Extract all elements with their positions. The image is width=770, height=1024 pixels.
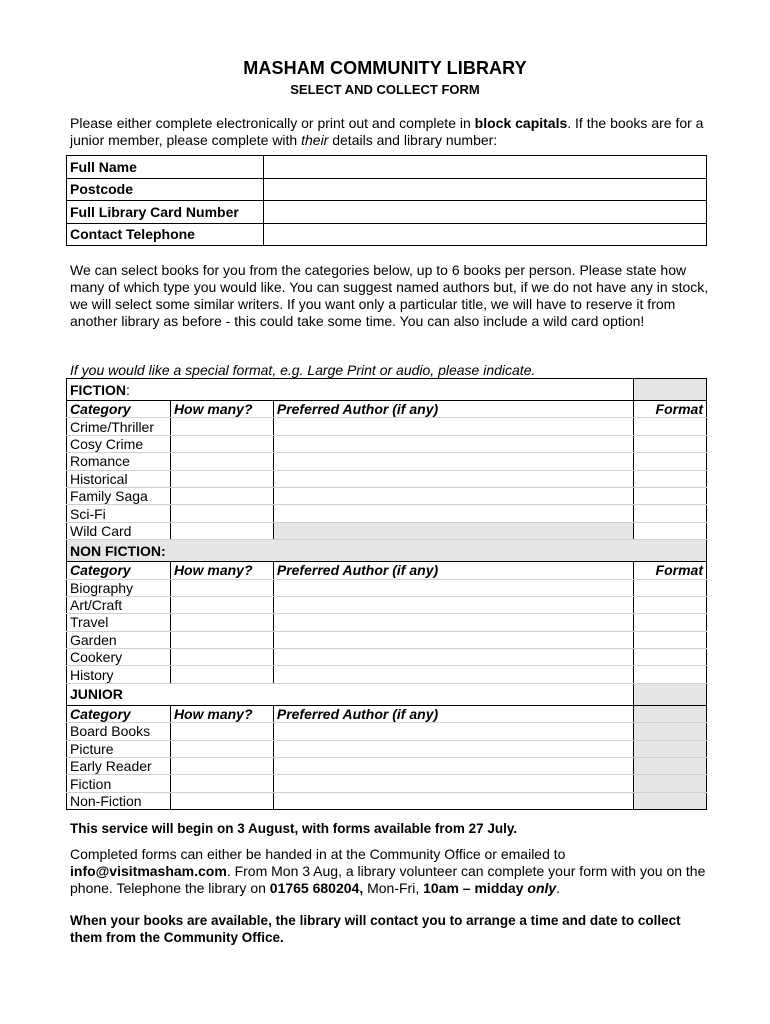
fiction-author-field[interactable] [273,487,633,504]
page-title: MASHAM COMMUNITY LIBRARY [243,58,527,78]
member-details-table [66,155,707,246]
fiction-author-field[interactable] [273,522,633,539]
fiction-format-field[interactable] [634,522,707,539]
fiction-format-field[interactable] [634,505,707,522]
non-fiction-category-row [67,614,707,631]
member-row [67,223,707,246]
junior-author-field[interactable] [273,775,633,792]
format-header: Format [634,401,707,418]
non-fiction-how-many-field[interactable] [170,614,273,631]
page-subtitle: SELECT AND COLLECT FORM [290,82,480,97]
intro-text: . If the books are for a junior member, please complete with [70,115,704,148]
fiction-category-label: Crime/Thriller [67,418,171,435]
non-fiction-format-field[interactable] [634,579,707,596]
fiction-format-field[interactable] [634,453,707,470]
fiction-format-field[interactable] [634,418,707,435]
junior-how-many-field[interactable] [170,758,273,775]
non-fiction-category-row [67,579,707,596]
fiction-how-many-field[interactable] [170,453,273,470]
non-fiction-author-field[interactable] [273,614,633,631]
how-many-header: How many? [170,562,273,579]
junior-format-field [634,758,707,775]
completed-forms-paragraph [70,846,710,897]
fiction-author-field[interactable] [273,505,633,522]
non-fiction-section-heading [67,540,707,562]
fiction-category-row [67,435,707,452]
non-fiction-category-row [67,596,707,613]
column-header-row [67,705,707,722]
email-link[interactable]: info@visitmasham.com [70,863,227,879]
non-fiction-author-field[interactable] [273,666,633,683]
fiction-heading [67,379,634,401]
completed-text: . [556,880,561,896]
junior-how-many-field[interactable] [170,723,273,740]
format-header [634,705,707,722]
column-header-row [67,562,707,579]
fiction-heading-suffix: : [126,381,130,398]
fiction-author-field[interactable] [273,418,633,435]
non-fiction-category-label: Travel [67,614,171,631]
junior-section-heading [67,683,707,705]
junior-format-field [634,740,707,757]
junior-format-field [634,792,707,809]
fiction-category-row [67,470,707,487]
full-name-label: Full Name [67,156,264,179]
non-fiction-category-label: Biography [67,579,171,596]
library-card-field[interactable] [264,201,707,224]
fiction-category-label: Historical [67,470,171,487]
junior-format-field [634,723,707,740]
selection-info: We can select books for you from the categories below, up to 6 books per person. Please state how many of which type you would like. You can suggest named authors but, if we do not have any in stock, we will select some similar writers. If you want only a particular title, we will have to reserve it from another library as before - this could take some time. You can also include a wild card option! [70,262,709,329]
completed-text: Mon-Fri, [363,880,424,896]
junior-author-field[interactable] [273,740,633,757]
non-fiction-format-field[interactable] [634,631,707,648]
category-header: Category [67,401,171,418]
column-header-row [67,401,707,418]
fiction-category-label: Wild Card [67,522,171,539]
fiction-how-many-field[interactable] [170,470,273,487]
fiction-heading-text: FICTION [70,381,126,398]
postcode-label: Postcode [67,178,264,201]
non-fiction-format-field[interactable] [634,649,707,666]
non-fiction-author-field[interactable] [273,649,633,666]
postcode-field[interactable] [264,178,707,201]
book-selection-table [66,378,707,810]
fiction-category-row [67,487,707,504]
non-fiction-category-label: Garden [67,631,171,648]
non-fiction-category-row [67,649,707,666]
non-fiction-category-label: History [67,666,171,683]
fiction-how-many-field[interactable] [170,435,273,452]
junior-category-label: Non-Fiction [67,792,171,809]
library-card-label: Full Library Card Number [67,201,264,224]
fiction-category-label: Cosy Crime [67,435,171,452]
non-fiction-how-many-field[interactable] [170,596,273,613]
fiction-how-many-field[interactable] [170,522,273,539]
non-fiction-category-label: Art/Craft [67,596,171,613]
completed-text: . From Mon 3 Aug, a library volunteer can complete your form with you on the phone. Telephone the library on [70,863,706,896]
availability-note: When your books are available, the library will contact you to arrange a time and date to collect them from the Community Office. [70,913,681,945]
non-fiction-how-many-field[interactable] [170,631,273,648]
junior-category-row [67,740,707,757]
junior-category-row [67,792,707,809]
fiction-how-many-field[interactable] [170,487,273,504]
junior-format-field [634,775,707,792]
intro-bold: block capitals [474,115,568,131]
fiction-author-field[interactable] [273,470,633,487]
non-fiction-author-field[interactable] [273,579,633,596]
junior-author-field[interactable] [273,758,633,775]
junior-category-row [67,758,707,775]
fiction-category-row [67,522,707,539]
junior-heading: JUNIOR [67,683,634,705]
junior-heading-format-cell [634,683,707,705]
non-fiction-how-many-field[interactable] [170,579,273,596]
fiction-format-field[interactable] [634,470,707,487]
member-row [67,178,707,201]
special-format-note: If you would like a special format, e.g. Large Print or audio, please indicate. [70,362,536,378]
telephone-field[interactable] [264,223,707,246]
non-fiction-how-many-field[interactable] [170,649,273,666]
opening-hours: 10am – midday [423,880,528,896]
fiction-author-field[interactable] [273,453,633,470]
intro-paragraph [70,115,710,149]
junior-category-label: Fiction [67,775,171,792]
fiction-category-label: Romance [67,453,171,470]
phone-number: 01765 680204, [269,880,364,896]
non-fiction-how-many-field[interactable] [170,666,273,683]
non-fiction-format-field[interactable] [634,614,707,631]
format-header: Format [634,562,707,579]
junior-category-label: Picture [67,740,171,757]
fiction-heading-format-cell [634,379,707,401]
non-fiction-author-field[interactable] [273,631,633,648]
junior-how-many-field[interactable] [170,792,273,809]
book-selection-body [67,379,707,810]
telephone-label: Contact Telephone [67,223,264,246]
intro-text: Please either complete electronically or print out and complete in [70,115,475,131]
fiction-author-field[interactable] [273,435,633,452]
junior-how-many-field[interactable] [170,740,273,757]
author-header: Preferred Author (if any) [273,401,633,418]
non-fiction-category-label: Cookery [67,649,171,666]
non-fiction-format-field[interactable] [634,596,707,613]
fiction-category-row [67,418,707,435]
non-fiction-format-field[interactable] [634,666,707,683]
member-row [67,156,707,179]
junior-author-field[interactable] [273,723,633,740]
author-header: Preferred Author (if any) [273,562,633,579]
fiction-how-many-field[interactable] [170,505,273,522]
only-emphasis: only [527,880,557,896]
intro-italic: their [301,132,329,148]
how-many-header: How many? [170,705,273,722]
junior-how-many-field[interactable] [170,775,273,792]
fiction-format-field[interactable] [634,487,707,504]
junior-category-row [67,723,707,740]
non-fiction-author-field[interactable] [273,596,633,613]
category-header: Category [67,562,171,579]
completed-text: Completed forms can either be handed in at the Community Office or emailed to [70,846,566,862]
fiction-category-row [67,453,707,470]
author-header: Preferred Author (if any) [273,705,633,722]
fiction-category-label: Sci-Fi [67,505,171,522]
service-start-note: This service will begin on 3 August, with forms available from 27 July. [70,821,518,836]
fiction-section-heading [67,379,707,401]
how-many-header: How many? [170,401,273,418]
fiction-category-label: Family Saga [67,487,171,504]
junior-author-field[interactable] [273,792,633,809]
junior-category-row [67,775,707,792]
fiction-how-many-field[interactable] [170,418,273,435]
category-header: Category [67,705,171,722]
non-fiction-heading: NON FICTION: [67,540,707,562]
fiction-format-field[interactable] [634,435,707,452]
full-name-field[interactable] [264,156,707,179]
intro-text: details and library number: [328,132,498,148]
fiction-category-row [67,505,707,522]
junior-category-label: Board Books [67,723,171,740]
non-fiction-category-row [67,631,707,648]
member-row [67,201,707,224]
junior-category-label: Early Reader [67,758,171,775]
non-fiction-category-row [67,666,707,683]
